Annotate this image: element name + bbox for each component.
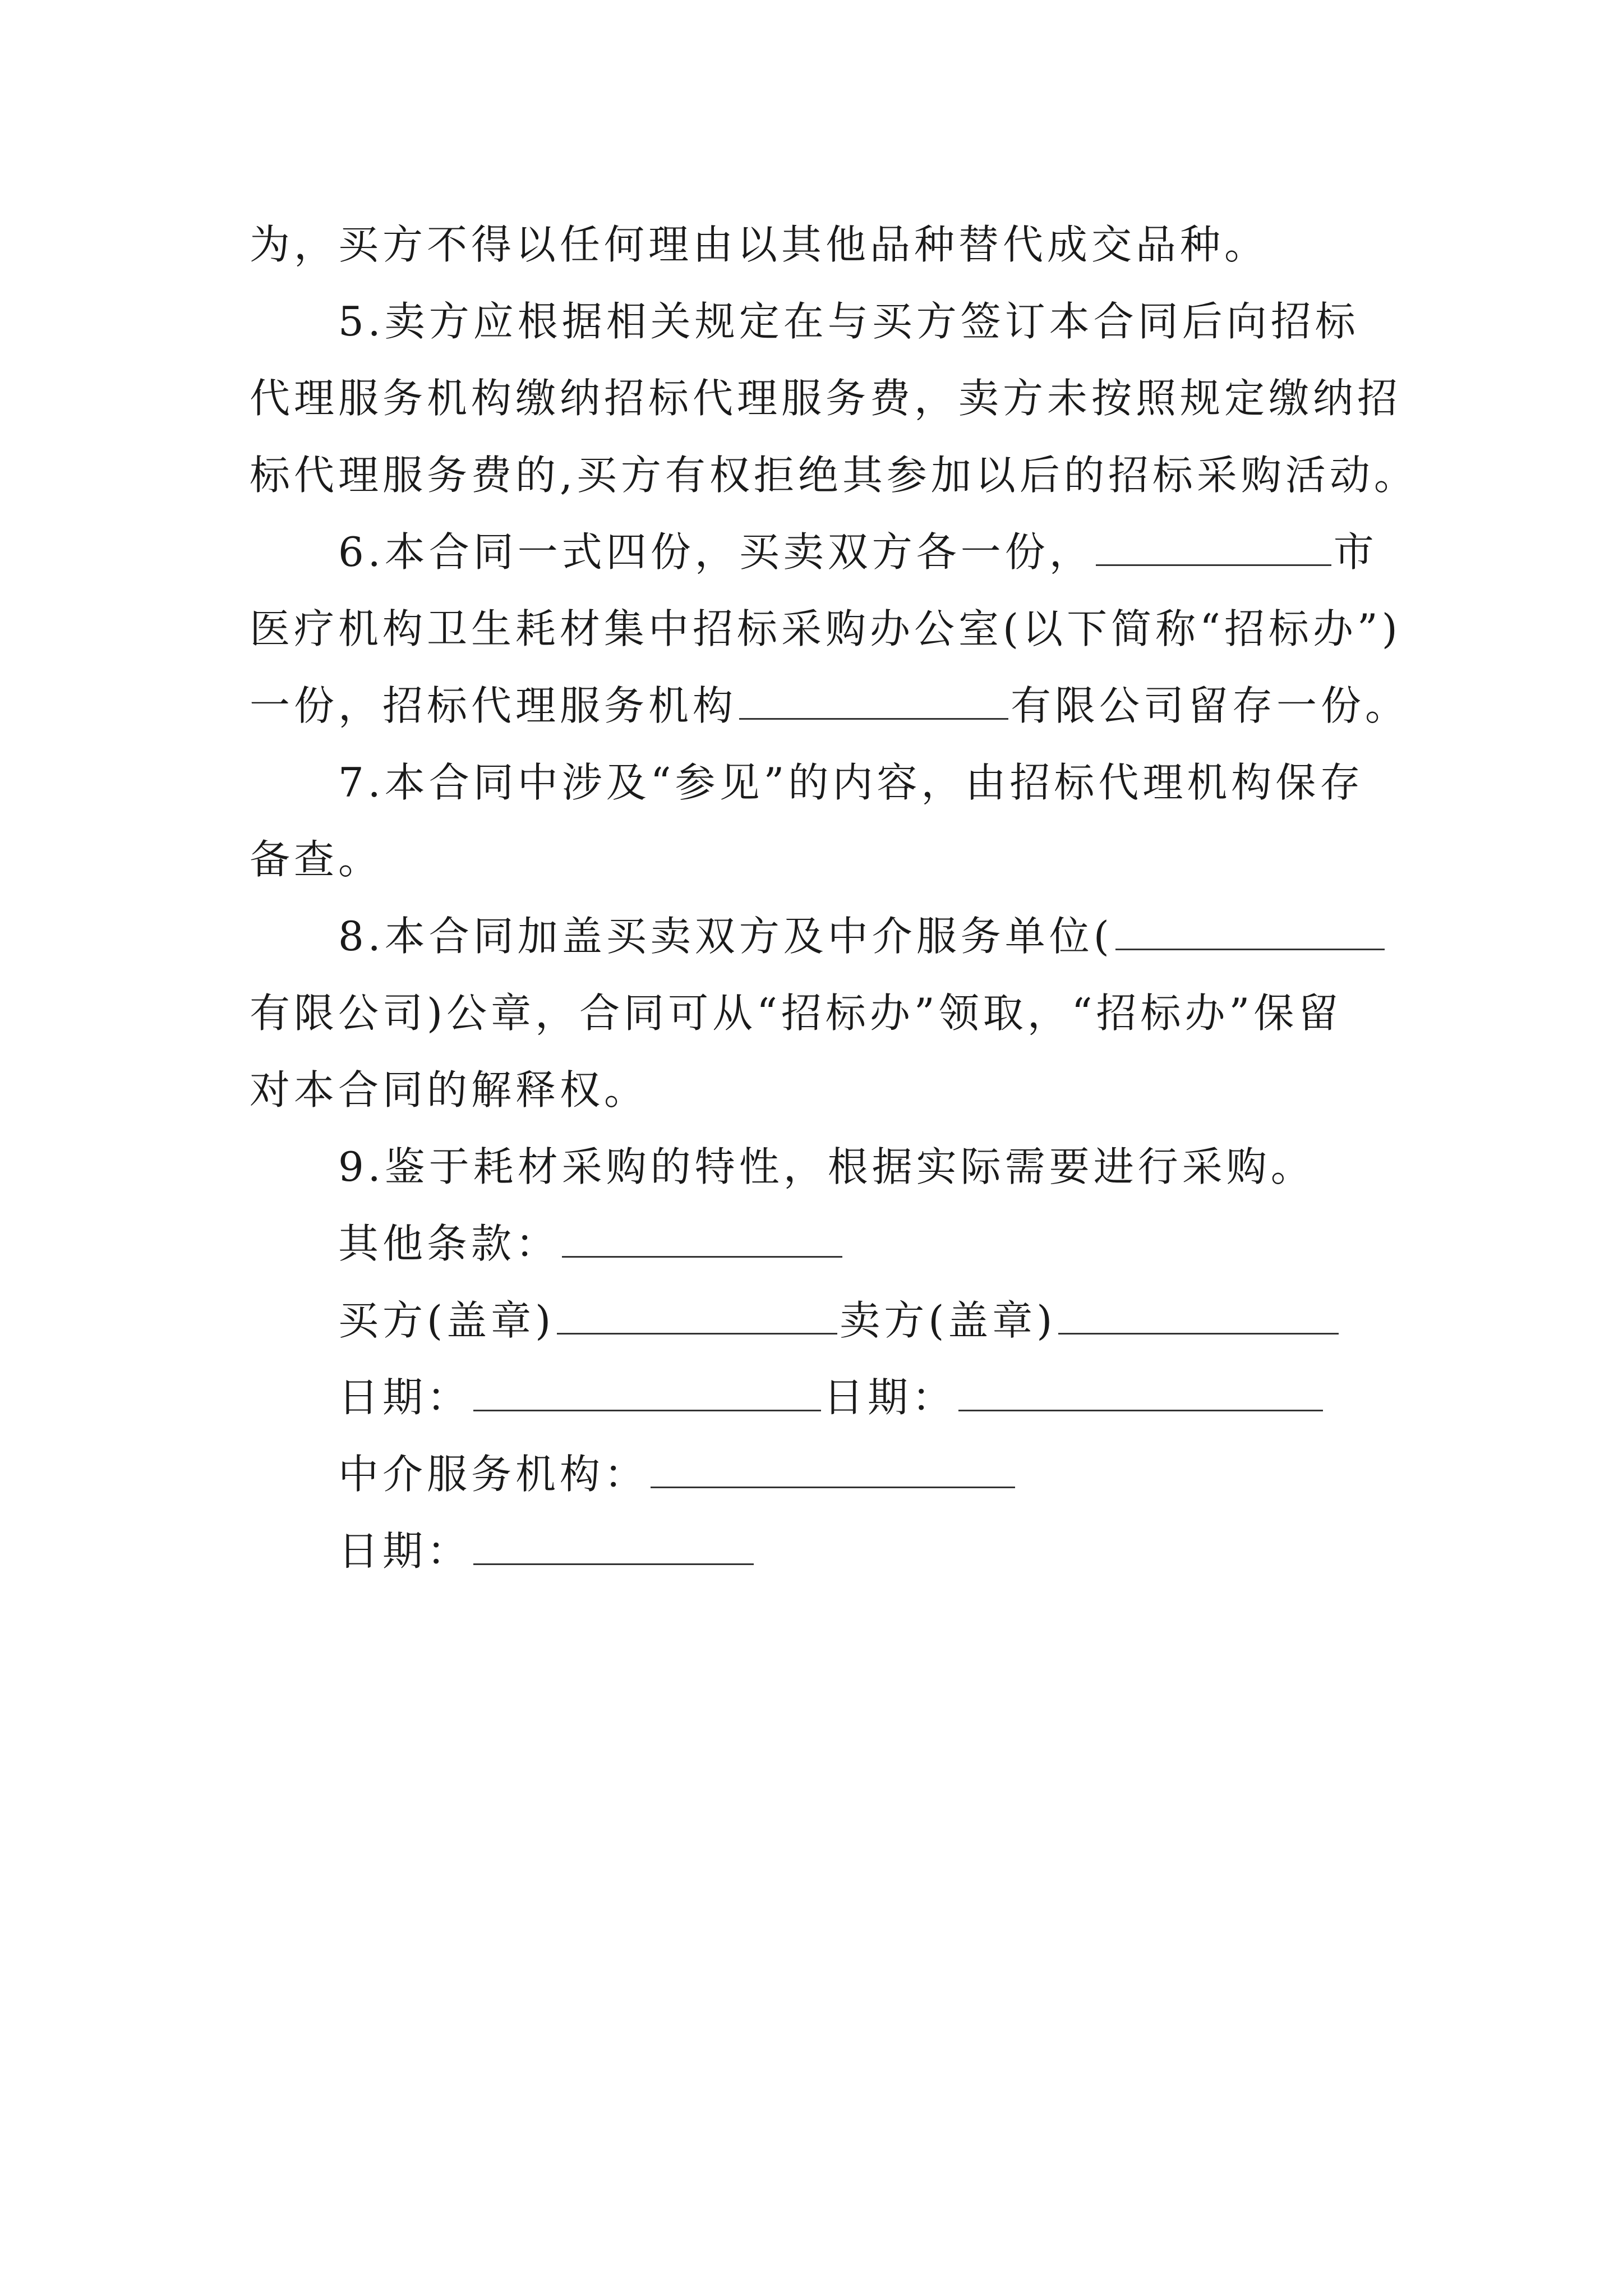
buyer-label: 买方(盖章) (338, 1297, 555, 1344)
buyer-date-blank (473, 1374, 821, 1411)
text-line: 9.鉴于耗材采购的特性，根据实际需要进行采购。 (338, 1143, 1315, 1190)
text-line (250, 668, 1438, 744)
text-line: 7.本合同中涉及“参见”的内容，由招标代理机构保存 (338, 759, 1364, 806)
text-span: 6.本合同一式四份，买卖双方各一份， (338, 528, 1094, 576)
text-line: 备查。 (250, 836, 383, 883)
seller-date-blank (958, 1374, 1323, 1411)
signature-line (250, 1282, 1438, 1359)
text-line: 5.卖方应根据相关规定在与买方签订本合同后向招标 (338, 298, 1359, 345)
date-line (250, 1359, 1438, 1436)
intermediary-line (250, 1436, 1438, 1513)
intermediary-label: 中介服务机构： (338, 1451, 649, 1498)
intermediary-blank (651, 1451, 1015, 1488)
buyer-blank (557, 1297, 837, 1335)
text-line (250, 898, 1438, 975)
contract-text (250, 206, 1438, 1590)
text-line: 有限公司)公章，合同可从“招标办”领取，“招标办”保留 (250, 990, 1343, 1037)
text-line: 代理服务机构缴纳招标代理服务费，卖方未按照规定缴纳招 (250, 375, 1402, 422)
seller-label: 卖方(盖章) (840, 1297, 1057, 1344)
other-terms-blank (562, 1220, 842, 1258)
text-line: 对本合同的解释权。 (250, 1066, 649, 1114)
text-line: 医疗机构卫生耗材集中招标采购办公室(以下简称“招标办”) (250, 605, 1401, 652)
seller-blank (1058, 1297, 1339, 1335)
text-span: 市 (1333, 528, 1378, 576)
other-terms-line (250, 1205, 1438, 1282)
date-line (250, 1513, 1438, 1590)
date-label: 日期： (338, 1527, 472, 1575)
text-span: 8.本合同加盖买卖双方及中介服务单位( (338, 913, 1113, 960)
city-blank (1096, 528, 1331, 566)
date-label: 日期： (338, 1374, 472, 1421)
text-line: 为，买方不得以任何理由以其他品种替代成交品种。 (250, 221, 1269, 268)
text-line (250, 514, 1438, 591)
other-terms-label: 其他条款： (338, 1220, 560, 1267)
date-label: 日期： (823, 1374, 957, 1421)
service-unit-blank (1115, 913, 1385, 950)
intermediary-date-blank (473, 1527, 754, 1565)
text-span: 一份，招标代理服务机构 (250, 682, 737, 729)
text-line: 标代理服务费的,买方有权拒绝其参加以后的招标采购活动。 (250, 452, 1418, 499)
agency-name-blank (739, 682, 1008, 720)
text-span: 有限公司留存一份。 (1011, 682, 1410, 729)
